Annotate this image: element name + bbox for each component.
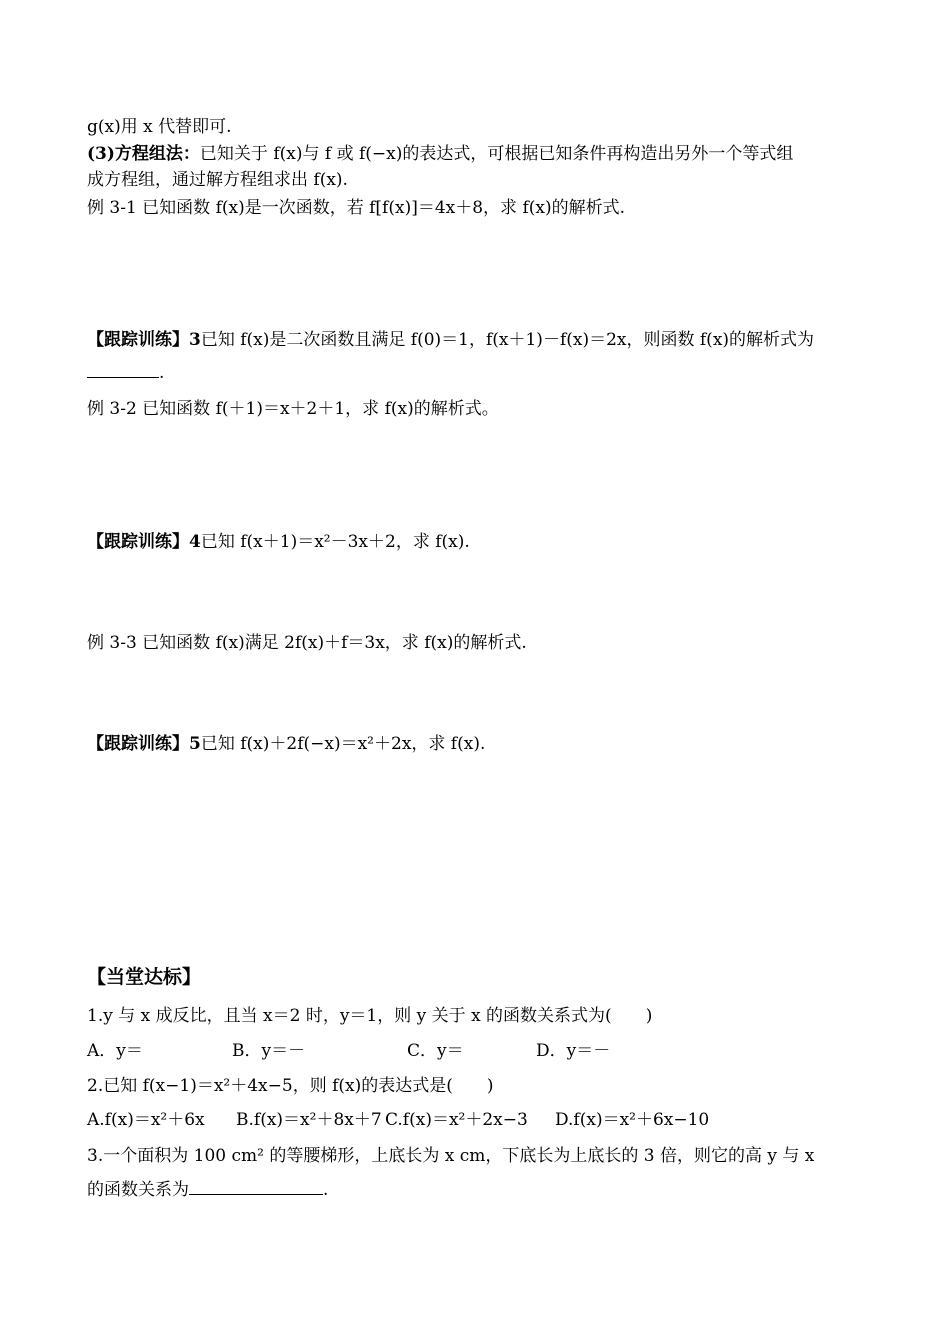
q2-stem: 2.已知 f(x−1)＝x²＋4x−5，则 f(x)的表达式是( ) [87, 1076, 494, 1096]
example-3-1: 例 3-1 已知函数 f(x)是一次函数，若 f[f(x)]＝4x＋8，求 f(x)的解析式. [87, 198, 626, 218]
method3-line2: 成方程组，通过解方程组求出 f(x). [87, 170, 348, 190]
practice-5 [87, 731, 890, 757]
example-3-2: 例 3-2 已知函数 f(＋1)＝x＋2＋1，求 f(x)的解析式。 [87, 399, 499, 419]
practice-5-text: 已知 f(x)＋2f(−x)＝x²＋2x，求 f(x). [200, 734, 486, 754]
q1-option-b[interactable]: B．y＝－ [232, 1041, 306, 1061]
q2-options [87, 1107, 890, 1133]
q2-option-d[interactable]: D.f(x)＝x²＋6x−10 [555, 1110, 710, 1130]
method3-text1: 已知关于 f(x)与 f 或 f(−x)的表达式，可根据已知条件再构造出另外一个等式组 [199, 144, 794, 164]
method2-tail: g(x)用 x 代替即可. [87, 117, 232, 137]
method3-label: (3)方程组法： [87, 144, 200, 164]
practice-3-answer-line [87, 360, 890, 386]
q3-line2 [87, 1177, 890, 1203]
q3-text: 的函数关系为 [87, 1180, 189, 1200]
q1-options [87, 1038, 890, 1064]
q1-option-c[interactable]: C．y＝ [407, 1041, 464, 1061]
practice-3 [87, 327, 890, 353]
practice-5-label: 【跟踪训练】5 [87, 734, 201, 754]
practice-3-text: 已知 f(x)是二次函数且满足 f(0)＝1，f(x＋1)－f(x)＝2x，则函数 f(x)的解析式为 [200, 330, 815, 350]
practice-4-text: 已知 f(x＋1)＝x²－3x＋2，求 f(x). [200, 532, 470, 552]
q2-option-a[interactable]: A.f(x)＝x²＋6x [87, 1110, 205, 1130]
q2-option-c[interactable]: C.f(x)＝x²＋2x−3 [385, 1110, 528, 1130]
q1-option-d[interactable]: D．y＝－ [536, 1041, 611, 1061]
method3-line1 [87, 141, 890, 167]
answer-blank[interactable] [87, 361, 159, 378]
q3-end: . [323, 1180, 329, 1200]
practice-3-label: 【跟踪训练】3 [87, 330, 201, 350]
q1-option-a[interactable]: A．y＝ [87, 1041, 143, 1061]
practice-4-label: 【跟踪训练】4 [87, 532, 201, 552]
q1-stem: 1.y 与 x 成反比，且当 x＝2 时，y＝1，则 y 关于 x 的函数关系式为( ) [87, 1006, 653, 1026]
practice-3-end: . [159, 363, 165, 383]
q2-option-b[interactable]: B.f(x)＝x²＋8x＋7 [236, 1110, 382, 1130]
example-3-3: 例 3-3 已知函数 f(x)满足 2f(x)＋f＝3x，求 f(x)的解析式. [87, 633, 527, 653]
answer-blank[interactable] [189, 1178, 323, 1195]
practice-4 [87, 529, 890, 555]
section-title: 【当堂达标】 [87, 966, 202, 988]
q3-line1: 3.一个面积为 100 cm² 的等腰梯形，上底长为 x cm，下底长为上底长的 3 倍，则它的高 y 与 x [87, 1146, 815, 1166]
